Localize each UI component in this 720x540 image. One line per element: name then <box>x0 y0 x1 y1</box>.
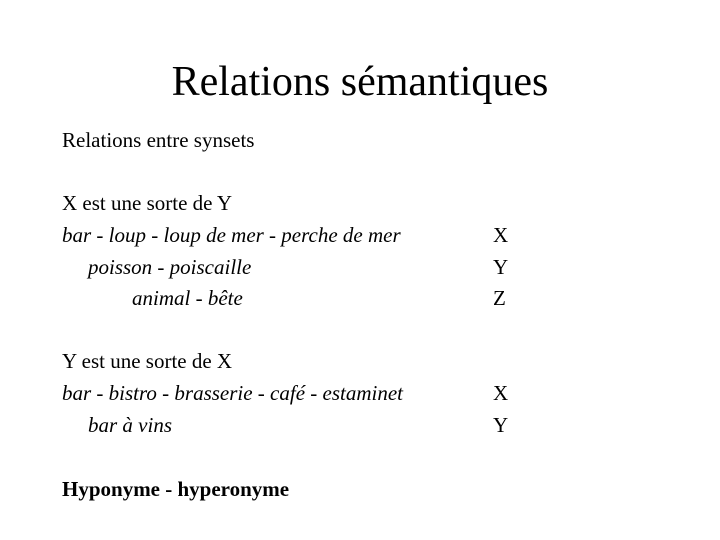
marker-x: X <box>493 381 509 405</box>
section1-heading: X est une sorte de Y <box>62 191 233 215</box>
section2-line: bar - bistro - brasserie - café - estaminet <box>62 381 404 405</box>
slide-title: Relations sémantiques <box>171 59 549 105</box>
marker-y: Y <box>493 413 509 437</box>
section1-line: animal - bête <box>132 286 243 310</box>
marker-z: Z <box>493 286 506 310</box>
section2-heading: Y est une sorte de X <box>62 349 233 373</box>
section1-line: bar - loup - loup de mer - perche de mer <box>62 223 401 247</box>
footer-text: Hyponyme - hyperonyme <box>62 477 290 501</box>
section1-line: poisson - poiscaille <box>88 255 252 279</box>
marker-y: Y <box>493 255 509 279</box>
section2-line: bar à vins <box>88 413 172 437</box>
subtitle: Relations entre synsets <box>62 128 255 152</box>
marker-x: X <box>493 223 509 247</box>
